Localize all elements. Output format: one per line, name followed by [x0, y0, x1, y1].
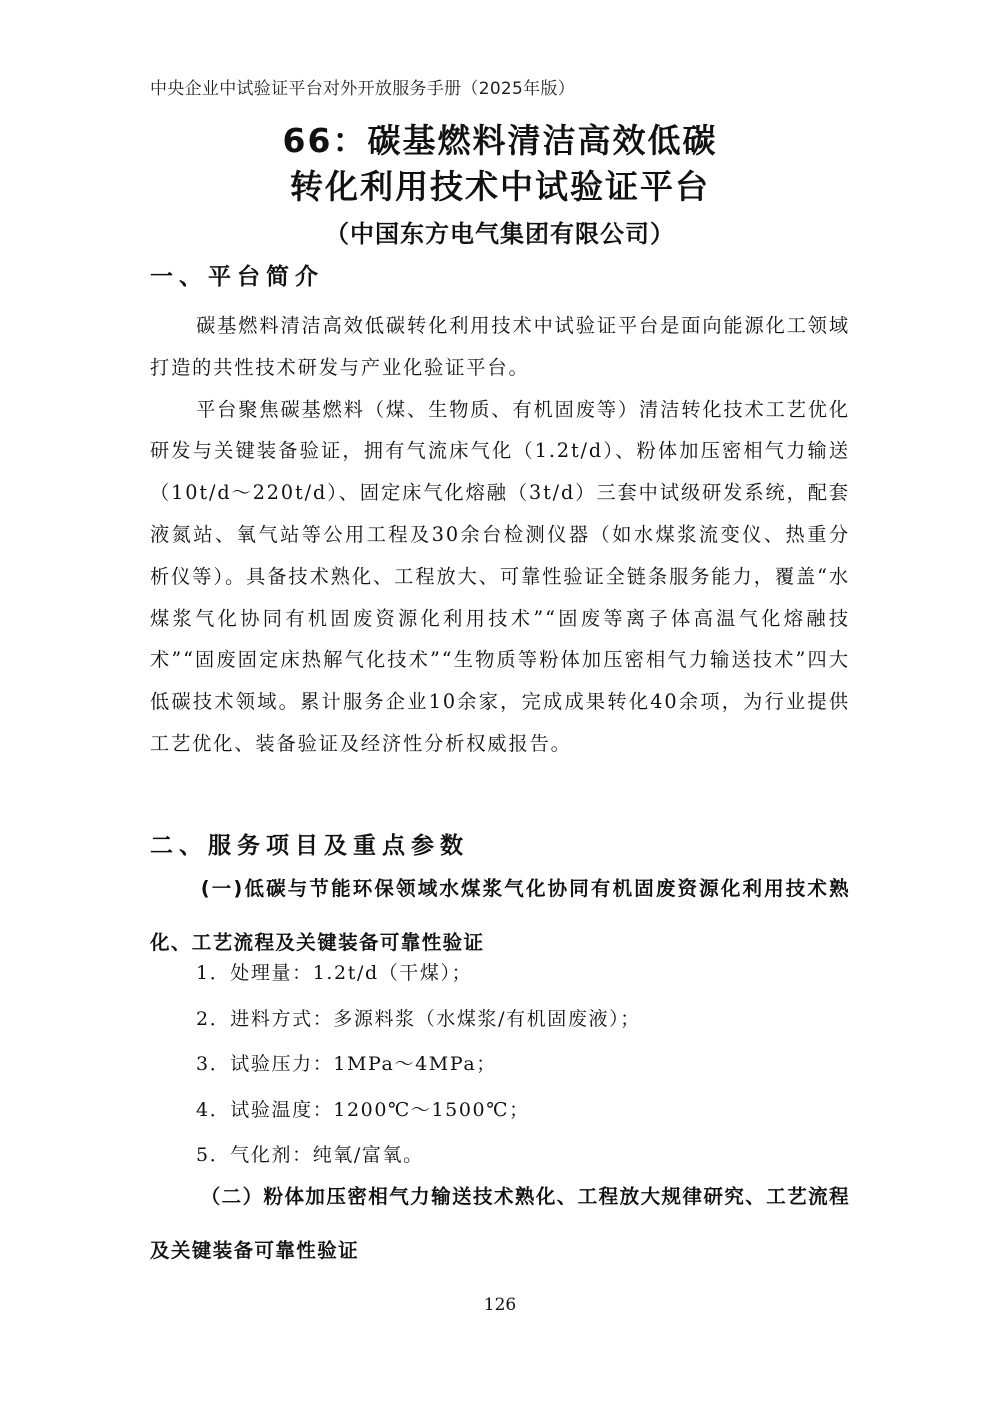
service-item-2-title: （二）粉体加压密相气力输送技术熟化、工程放大规律研究、工艺流程及关键装备可靠性验证 — [150, 1185, 850, 1262]
intro-body — [150, 305, 850, 765]
organization-name: （中国东方电气集团有限公司） — [325, 220, 675, 248]
page-title-line-2: 转化利用技术中试验证平台 — [290, 167, 710, 206]
page-number: 126 — [483, 1295, 517, 1315]
service-item-1-title: (一)低碳与节能环保领域水煤浆气化协同有机固废资源化利用技术熟化、工艺流程及关键装备可靠性验证 — [150, 877, 850, 954]
title-block — [0, 118, 1000, 254]
param-item: 4．试验温度：1200℃～1500℃； — [196, 1098, 530, 1121]
param-item: 5．气化剂：纯氧/富氧。 — [196, 1144, 424, 1166]
intro-paragraph-2: 平台聚焦碳基燃料（煤、生物质、有机固废等）清洁转化技术工艺优化研发与关键装备验证，拥有气流床气化（1.2t/d）、粉体加压密相气力输送（10t/d～220t/d）、固定床气化熔融（3t/d）三套中试级研发系统，配套液氮站、氧气站等公用工程及30余台检测仪器（如水煤浆流变仪、热重分析仪等）。具备技术熟化、工程放大、可靠性验证全链条服务能力，覆盖“水煤浆气化协同有机固废资源化利用技术”“固废等离子体高温气化熔融技术”“固废固定床热解气化技术”“生物质等粉体加压密相气力输送技术”四大低碳技术领域。累计服务企业10余家，完成成果转化40余项，为行业提供工艺优化、装备验证及经济性分析权威报告。 — [150, 397, 850, 755]
page-title-line-1: 66：碳基燃料清洁高效低碳 — [282, 121, 718, 160]
section-heading-intro: 一、平台简介 — [150, 264, 324, 290]
param-item: 2．进料方式：多源料浆（水煤浆/有机固废液）； — [196, 1007, 641, 1030]
service-item-1-params — [196, 951, 641, 1179]
section-heading-services: 二、服务项目及重点参数 — [150, 833, 469, 859]
intro-paragraph-1: 碳基燃料清洁高效低碳转化利用技术中试验证平台是面向能源化工领域打造的共性技术研发与产业化验证平台。 — [150, 314, 850, 379]
param-item: 3．试验压力：1MPa～4MPa； — [196, 1053, 497, 1075]
param-item: 1．处理量：1.2t/d（干煤）； — [196, 962, 473, 984]
running-header: 中央企业中试验证平台对外开放服务手册（2025年版） — [150, 79, 576, 99]
